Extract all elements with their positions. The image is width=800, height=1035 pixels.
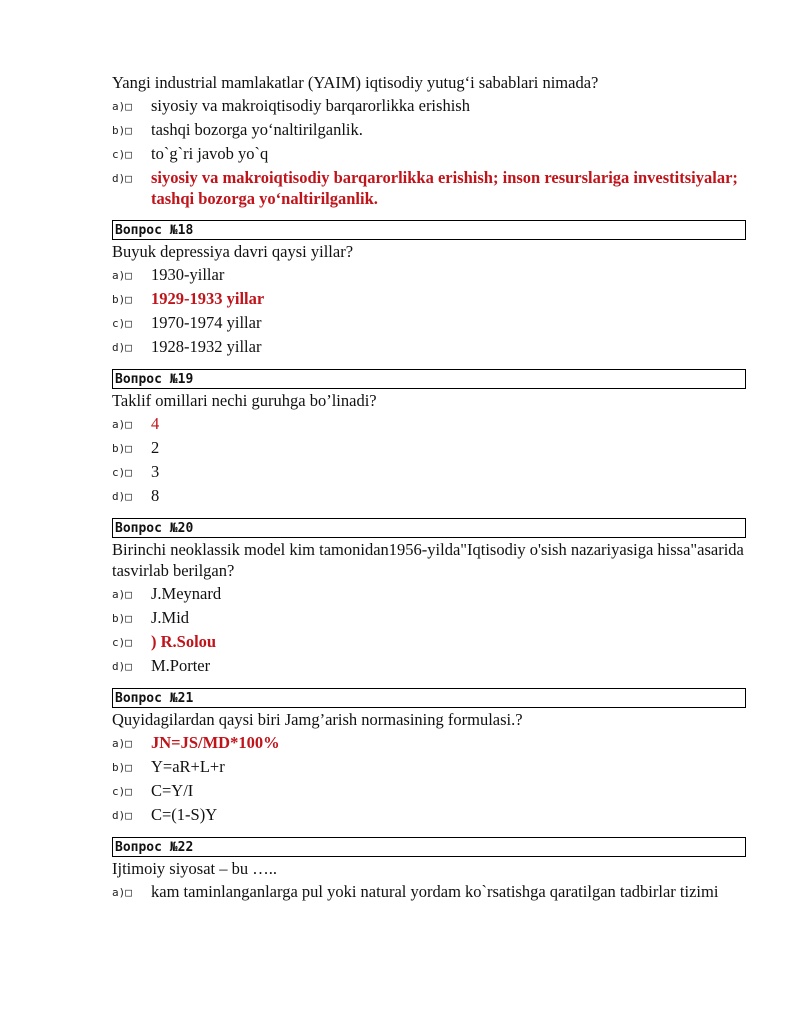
option-d[interactable]: [112, 804, 746, 826]
option-text: 1970-1974 yillar: [151, 313, 262, 332]
option-d[interactable]: [112, 655, 746, 677]
option-text-correct: ) R.Solou: [151, 632, 217, 651]
question-text: Buyuk depressiya davri qaysi yillar?: [112, 242, 354, 261]
question-21: [112, 709, 746, 826]
option-label: c)□: [112, 785, 132, 798]
option-c[interactable]: [112, 312, 746, 334]
option-label: d)□: [112, 490, 132, 503]
option-text: 3: [151, 462, 160, 481]
question-text: Taklif omillari nechi guruhga bo’linadi?: [112, 391, 377, 410]
option-label: d)□: [112, 172, 132, 185]
question-header-21: Вопрос №21: [112, 688, 746, 708]
option-a-correct[interactable]: [112, 732, 746, 754]
question-header-18: Вопрос №18: [112, 220, 746, 240]
option-d[interactable]: [112, 336, 746, 358]
option-a-correct[interactable]: [112, 413, 746, 435]
option-text: 8: [151, 486, 160, 505]
option-label: c)□: [112, 466, 132, 479]
option-label: a)□: [112, 269, 132, 282]
test-page: [112, 72, 746, 903]
question-19: [112, 390, 746, 507]
option-label: c)□: [112, 636, 132, 649]
question-text: Yangi industrial mamlakatlar (YAIM) iqtisodiy yutug‘i sabablari nimada?: [112, 73, 599, 92]
option-d[interactable]: [112, 485, 746, 507]
option-text: to`g`ri javob yo`q: [151, 144, 269, 163]
option-c[interactable]: [112, 780, 746, 802]
option-text: C=Y/I: [151, 781, 194, 800]
option-c[interactable]: [112, 461, 746, 483]
question-18: [112, 241, 746, 358]
option-b[interactable]: [112, 437, 746, 459]
option-text: kam taminlanganlarga pul yoki natural yordam ko`rsatishga qaratilgan tadbirlar tizimi: [151, 882, 719, 901]
question-text: Quyidagilardan qaysi biri Jamg’arish normasining formulasi.?: [112, 710, 523, 729]
question-20: [112, 539, 746, 677]
option-text-correct: JN=JS/MD*100%: [151, 733, 280, 752]
option-label: a)□: [112, 886, 132, 899]
option-text: C=(1-S)Y: [151, 805, 218, 824]
question-text: Birinchi neoklassik model kim tamonidan1956-yilda"Iqtisodiy o'sish nazariyasiga hissa"asarida tasvirlab berilgan?: [112, 540, 744, 580]
option-a[interactable]: [112, 264, 746, 286]
option-label: b)□: [112, 293, 132, 306]
option-text: 2: [151, 438, 160, 457]
option-label: c)□: [112, 148, 132, 161]
option-label: b)□: [112, 612, 132, 625]
option-text: 1930-yillar: [151, 265, 225, 284]
option-text: M.Porter: [151, 656, 211, 675]
option-a[interactable]: [112, 583, 746, 605]
option-label: a)□: [112, 100, 132, 113]
option-text: tashqi bozorga yo‘naltirilganlik.: [151, 120, 363, 139]
option-a[interactable]: [112, 95, 746, 117]
option-label: a)□: [112, 418, 132, 431]
option-label: b)□: [112, 442, 132, 455]
option-b[interactable]: [112, 607, 746, 629]
option-label: a)□: [112, 737, 132, 750]
option-text: 1928-1932 yillar: [151, 337, 262, 356]
option-b[interactable]: [112, 119, 746, 141]
option-label: a)□: [112, 588, 132, 601]
option-label: c)□: [112, 317, 132, 330]
question-text: Ijtimoiy siyosat – bu …..: [112, 859, 277, 878]
option-label: d)□: [112, 341, 132, 354]
option-text-correct: siyosiy va makroiqtisodiy barqarorlikka erishish; inson resurslariga investitsiyalar; tashqi bozorga yo‘naltirilganlik.: [151, 168, 738, 208]
question-17: [112, 72, 746, 209]
question-header-19: Вопрос №19: [112, 369, 746, 389]
option-label: b)□: [112, 124, 132, 137]
option-b-correct[interactable]: [112, 288, 746, 310]
option-text: J.Mid: [151, 608, 190, 627]
option-label: d)□: [112, 809, 132, 822]
option-label: d)□: [112, 660, 132, 673]
option-c[interactable]: [112, 143, 746, 165]
option-c-correct[interactable]: [112, 631, 746, 653]
option-text: siyosiy va makroiqtisodiy barqarorlikka erishish: [151, 96, 470, 115]
question-22: [112, 858, 746, 903]
option-text-correct: 4: [151, 414, 160, 433]
option-b[interactable]: [112, 756, 746, 778]
option-text: J.Meynard: [151, 584, 222, 603]
option-text-correct: 1929-1933 yillar: [151, 289, 265, 308]
option-label: b)□: [112, 761, 132, 774]
option-a[interactable]: [112, 881, 746, 903]
option-d-correct[interactable]: [112, 167, 746, 209]
option-text: Y=aR+L+r: [151, 757, 225, 776]
question-header-22: Вопрос №22: [112, 837, 746, 857]
question-header-20: Вопрос №20: [112, 518, 746, 538]
